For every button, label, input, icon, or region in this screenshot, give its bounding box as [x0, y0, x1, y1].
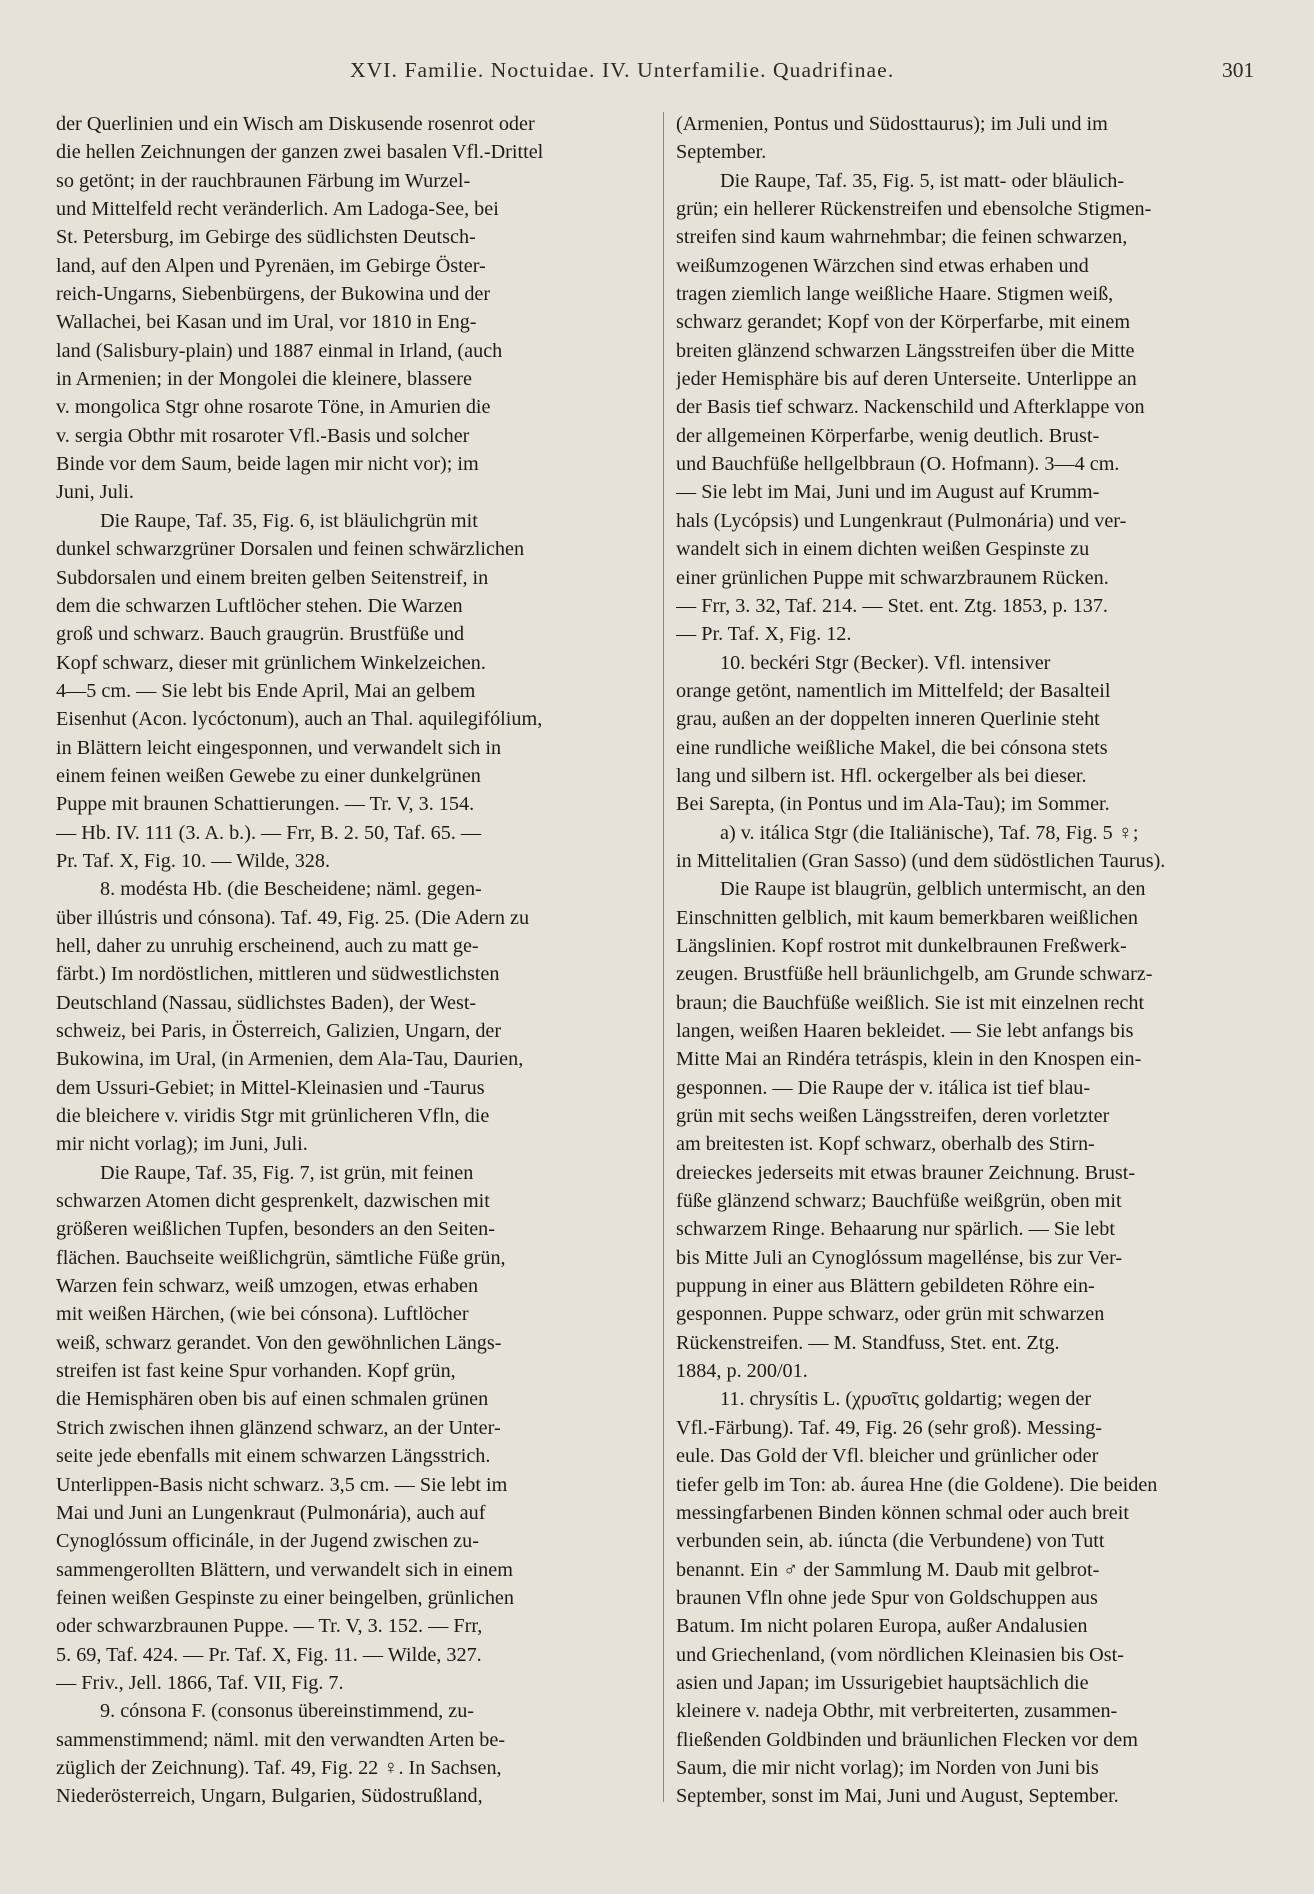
text-line: schwarzem Ringe. Behaarung nur spärlich. — Sie lebt	[676, 1218, 1115, 1241]
page-number: 301	[1222, 58, 1255, 82]
text-line: eule. Das Gold der Vfl. bleicher und grünlicher oder	[676, 1445, 1099, 1468]
text-line: mir nicht vorlag); im Juni, Juli.	[56, 1133, 308, 1156]
text-line: der allgemeinen Körperfarbe, wenig deutlich. Brust-	[676, 424, 1100, 447]
text-line: September.	[676, 141, 767, 164]
text-line: sammengerollten Blättern, und verwandelt sich in einem	[56, 1558, 513, 1581]
text-line: — Hb. IV. 111 (3. A. b.). — Frr, B. 2. 50, Taf. 65. —	[56, 821, 482, 844]
text-line: hals (Lycópsis) und Lungenkraut (Pulmonária) und ver-	[676, 509, 1127, 532]
running-title: XVI. Familie. Noctuidae. IV. Unterfamilie. Quadrifinae.	[350, 58, 895, 82]
text-line: 8. modésta Hb. (die Bescheidene; näml. gegen-	[100, 878, 482, 901]
text-line: Cynoglóssum officinále, in der Jugend zwischen zu-	[56, 1530, 479, 1553]
text-line: gesponnen. Puppe schwarz, oder grün mit schwarzen	[676, 1303, 1105, 1326]
text-line: groß und schwarz. Bauch graugrün. Brustfüße und	[56, 623, 465, 646]
text-line: zeugen. Brustfüße hell bräunlichgelb, am Grunde schwarz-	[676, 963, 1153, 986]
text-line: kleinere v. nadeja Obthr, mit verbreiterten, zusammen-	[676, 1700, 1118, 1723]
column-divider	[663, 112, 664, 1802]
text-line: einem feinen weißen Gewebe zu einer dunkelgrünen	[56, 764, 481, 787]
text-line: bis Mitte Juli an Cynoglóssum magellénse, bis zur Ver-	[676, 1246, 1123, 1269]
text-line: — Frr, 3. 32, Taf. 214. — Stet. ent. Ztg. 1853, p. 137.	[676, 594, 1108, 617]
text-line: in Blättern leicht eingesponnen, und verwandelt sich in	[56, 736, 502, 759]
text-line: der Querlinien und ein Wisch am Diskusende rosenrot oder	[56, 113, 535, 135]
text-line: langen, weißen Haaren bekleidet. — Sie lebt anfangs bis	[676, 1020, 1134, 1042]
text-line: Warzen fein schwarz, weiß umzogen, etwas erhaben	[56, 1275, 479, 1298]
text-line: — Pr. Taf. X, Fig. 12.	[676, 623, 852, 646]
text-line: (Armenien, Pontus und Südosttaurus); im Juli und im	[676, 113, 1108, 135]
text-line: seite jede ebenfalls mit einem schwarzen Längsstrich.	[56, 1445, 491, 1468]
text-line: jeder Hemisphäre bis auf deren Unterseite. Unterlippe an	[676, 368, 1137, 391]
text-line: Strich zwischen ihnen glänzend schwarz, an der Unter-	[56, 1416, 501, 1439]
text-line: land, auf den Alpen und Pyrenäen, im Gebirge Öster-	[56, 254, 486, 277]
text-line: Subdorsalen und einem breiten gelben Seitenstreif, in	[56, 566, 489, 589]
text-line: schwarz gerandet; Kopf von der Körperfarbe, mit einem	[676, 311, 1131, 334]
right-text-column	[676, 110, 1264, 1811]
text-line: grün; ein hellerer Rückenstreifen und ebensolche Stigmen-	[676, 198, 1152, 221]
text-line: mit weißen Härchen, (wie bei cónsona). Luftlöcher	[56, 1303, 469, 1326]
text-line: wandelt sich in einem dichten weißen Gespinste zu	[676, 538, 1090, 561]
text-line: Die Raupe, Taf. 35, Fig. 5, ist matt- oder bläulich-	[720, 169, 1125, 192]
text-line: und Bauchfüße hellgelbbraun (O. Hofmann). 3—4 cm.	[676, 453, 1120, 476]
text-line: September, sonst im Mai, Juni und August, September.	[676, 1785, 1119, 1808]
text-line: Puppe mit braunen Schattierungen. — Tr. V, 3. 154.	[56, 793, 475, 816]
text-line: — Friv., Jell. 1866, Taf. VII, Fig. 7.	[56, 1671, 344, 1694]
text-line: v. sergia Obthr mit rosaroter Vfl.-Basis und solcher	[56, 424, 470, 447]
running-header	[0, 58, 1314, 92]
text-line: braunen Vfln ohne jede Spur von Goldschuppen aus	[676, 1586, 1098, 1609]
text-line: Die Raupe, Taf. 35, Fig. 6, ist bläulichgrün mit	[100, 509, 478, 532]
text-line: so getönt; in der rauchbraunen Färbung im Wurzel-	[56, 169, 471, 192]
text-line: Die Raupe, Taf. 35, Fig. 7, ist grün, mit feinen	[100, 1161, 474, 1184]
text-line: Mai und Juni an Lungenkraut (Pulmonária), auch auf	[56, 1501, 486, 1524]
text-line: Unterlippen-Basis nicht schwarz. 3,5 cm. — Sie lebt im	[56, 1473, 508, 1496]
text-line: streifen sind kaum wahrnehmbar; die feinen schwarzen,	[676, 226, 1128, 249]
text-line: der Basis tief schwarz. Nackenschild und Afterklappe von	[676, 396, 1145, 419]
text-line: färbt.) Im nordöstlichen, mittleren und südwestlichsten	[56, 963, 500, 986]
text-line: weißumzogenen Wärzchen sind etwas erhaben und	[676, 254, 1089, 277]
text-line: die hellen Zeichnungen der ganzen zwei basalen Vfl.-Drittel	[56, 141, 544, 164]
text-line: Binde vor dem Saum, beide lagen mir nicht vor); im	[56, 453, 479, 476]
text-line: braun; die Bauchfüße weißlich. Sie ist mit einzelnen recht	[676, 991, 1145, 1014]
text-line: füße glänzend schwarz; Bauchfüße weißgrün, oben mit	[676, 1190, 1122, 1213]
text-line: breiten glänzend schwarzen Längsstreifen über die Mitte	[676, 339, 1135, 362]
text-line: benannt. Ein ♂ der Sammlung M. Daub mit gelbrot-	[676, 1558, 1100, 1581]
text-line: 10. beckéri Stgr (Becker). Vfl. intensiver	[720, 651, 1051, 674]
text-line: schwarzen Atomen dicht gesprenkelt, dazwischen mit	[56, 1190, 490, 1213]
text-line: 9. cónsona F. (consonus übereinstimmend, zu-	[100, 1700, 475, 1723]
text-line: die Hemisphären oben bis auf einen schmalen grünen	[56, 1388, 489, 1411]
text-line: 5. 69, Taf. 424. — Pr. Taf. X, Fig. 11. — Wilde, 327.	[56, 1643, 482, 1666]
text-line: asien und Japan; im Ussurigebiet hauptsächlich die	[676, 1671, 1089, 1694]
text-line: über illústris und cónsona). Taf. 49, Fig. 25. (Die Adern zu	[56, 906, 530, 929]
text-line: Rückenstreifen. — M. Standfuss, Stet. ent. Ztg.	[676, 1331, 1060, 1354]
text-line: schweiz, bei Paris, in Österreich, Galizien, Ungarn, der	[56, 1020, 502, 1042]
text-line: und Mittelfeld recht veränderlich. Am Ladoga-See, bei	[56, 198, 499, 221]
text-line: dunkel schwarzgrüner Dorsalen und feinen schwärzlichen	[56, 538, 525, 561]
text-line: in Mittelitalien (Gran Sasso) (und dem südöstlichen Taurus).	[676, 849, 1166, 872]
text-line: Kopf schwarz, dieser mit grünlichem Winkelzeichen.	[56, 651, 486, 674]
text-line: tragen ziemlich lange weißliche Haare. Stigmen weiß,	[676, 283, 1114, 306]
text-line: in Armenien; in der Mongolei die kleinere, blassere	[56, 368, 472, 391]
text-line: Saum, die mir nicht vorlag); im Norden von Juni bis	[676, 1756, 1099, 1779]
text-line: Einschnitten gelblich, mit kaum bemerkbaren weißlichen	[676, 906, 1138, 929]
text-line: feinen weißen Gespinste zu einer beingelben, grünlichen	[56, 1586, 514, 1609]
text-line: züglich der Zeichnung). Taf. 49, Fig. 22 ♀. In Sachsen,	[56, 1756, 502, 1779]
text-line: am breitesten ist. Kopf schwarz, oberhalb des Stirn-	[676, 1133, 1095, 1156]
text-line: orange getönt, namentlich im Mittelfeld; der Basalteil	[676, 679, 1111, 702]
text-line: Wallachei, bei Kasan und im Ural, vor 1810 in Eng-	[56, 311, 477, 334]
text-line: Mitte Mai an Rindéra tetráspis, klein in den Knospen ein-	[676, 1048, 1142, 1071]
text-line: Bukowina, im Ural, (in Armenien, dem Ala-Tau, Daurien,	[56, 1048, 524, 1071]
text-line: und Griechenland, (vom nördlichen Kleinasien bis Ost-	[676, 1643, 1124, 1666]
text-line: reich-Ungarns, Siebenbürgens, der Bukowina und der	[56, 283, 491, 306]
text-line: land (Salisbury-plain) und 1887 einmal in Irland, (auch	[56, 339, 503, 362]
text-line: flächen. Bauchseite weißlichgrün, sämtliche Füße grün,	[56, 1246, 506, 1269]
text-line: 4—5 cm. — Sie lebt bis Ende April, Mai an gelbem	[56, 679, 476, 702]
text-line: oder schwarzbraunen Puppe. — Tr. V, 3. 152. — Frr,	[56, 1615, 483, 1638]
text-line: puppung in einer aus Blättern gebildeten Röhre ein-	[676, 1275, 1095, 1298]
text-line: — Sie lebt im Mai, Juni und im August auf Krumm-	[676, 481, 1100, 504]
text-line: v. mongolica Stgr ohne rosarote Töne, in Amurien die	[56, 396, 491, 419]
text-line: Juni, Juli.	[56, 481, 134, 504]
text-line: Bei Sarepta, (in Pontus und im Ala-Tau); im Sommer.	[676, 793, 1110, 816]
text-line: Vfl.-Färbung). Taf. 49, Fig. 26 (sehr groß). Messing-	[676, 1416, 1103, 1439]
text-line: streifen ist fast keine Spur vorhanden. Kopf grün,	[56, 1360, 456, 1383]
text-line: hell, daher zu unruhig erscheinend, auch zu matt ge-	[56, 934, 479, 957]
text-line: dem die schwarzen Luftlöcher stehen. Die Warzen	[56, 594, 463, 617]
text-line: größeren weißlichen Tupfen, besonders an den Seiten-	[56, 1218, 495, 1241]
text-line: Deutschland (Nassau, südlichstes Baden), der West-	[56, 991, 477, 1014]
text-line: a) v. itálica Stgr (die Italiänische), Taf. 78, Fig. 5 ♀;	[720, 821, 1139, 844]
text-line: grau, außen an der doppelten inneren Querlinie steht	[676, 708, 1100, 731]
text-line: verbunden sein, ab. iúncta (die Verbundene) von Tutt	[676, 1530, 1105, 1553]
text-line: die bleichere v. viridis Stgr mit grünlicheren Vfln, die	[56, 1105, 490, 1128]
text-line: weiß, schwarz gerandet. Von den gewöhnlichen Längs-	[56, 1331, 502, 1354]
text-line: dreieckes jederseits mit etwas brauner Zeichnung. Brust-	[676, 1161, 1136, 1184]
text-line: St. Petersburg, im Gebirge des südlichsten Deutsch-	[56, 226, 476, 249]
text-line: Die Raupe ist blaugrün, gelblich untermischt, an den	[720, 878, 1146, 901]
text-line: sammenstimmend; näml. mit den verwandten Arten be-	[56, 1728, 506, 1751]
text-line: Batum. Im nicht polaren Europa, außer Andalusien	[676, 1615, 1088, 1638]
text-line: grün mit sechs weißen Längsstreifen, deren vorletzter	[676, 1105, 1110, 1128]
text-line: messingfarbenen Binden können schmal oder auch breit	[676, 1501, 1129, 1524]
text-line: Niederösterreich, Ungarn, Bulgarien, Südostrußland,	[56, 1785, 483, 1808]
text-line: lang und silbern ist. Hfl. ockergelber als bei dieser.	[676, 764, 1087, 787]
text-line: tiefer gelb im Ton: ab. áurea Hne (die Goldene). Die beiden	[676, 1473, 1158, 1496]
text-line: Pr. Taf. X, Fig. 10. — Wilde, 328.	[56, 849, 331, 872]
text-line: eine rundliche weißliche Makel, die bei cónsona stets	[676, 736, 1108, 759]
text-line: einer grünlichen Puppe mit schwarzbraunem Rücken.	[676, 566, 1109, 589]
text-line: Eisenhut (Acon. lycóctonum), auch an Thal. aquilegifólium,	[56, 708, 543, 731]
text-line: dem Ussuri-Gebiet; in Mittel-Kleinasien und -Taurus	[56, 1076, 485, 1099]
left-text-column	[56, 110, 646, 1811]
text-line: gesponnen. — Die Raupe der v. itálica ist tief blau-	[676, 1076, 1091, 1099]
text-line: 11. chrysítis L. (χρυσῖτις goldartig; wegen der	[720, 1388, 1092, 1411]
text-line: 1884, p. 200/01.	[676, 1360, 808, 1383]
text-line: fließenden Goldbinden und bräunlichen Flecken vor dem	[676, 1728, 1138, 1751]
text-line: Längslinien. Kopf rostrot mit dunkelbraunen Freßwerk-	[676, 934, 1127, 957]
